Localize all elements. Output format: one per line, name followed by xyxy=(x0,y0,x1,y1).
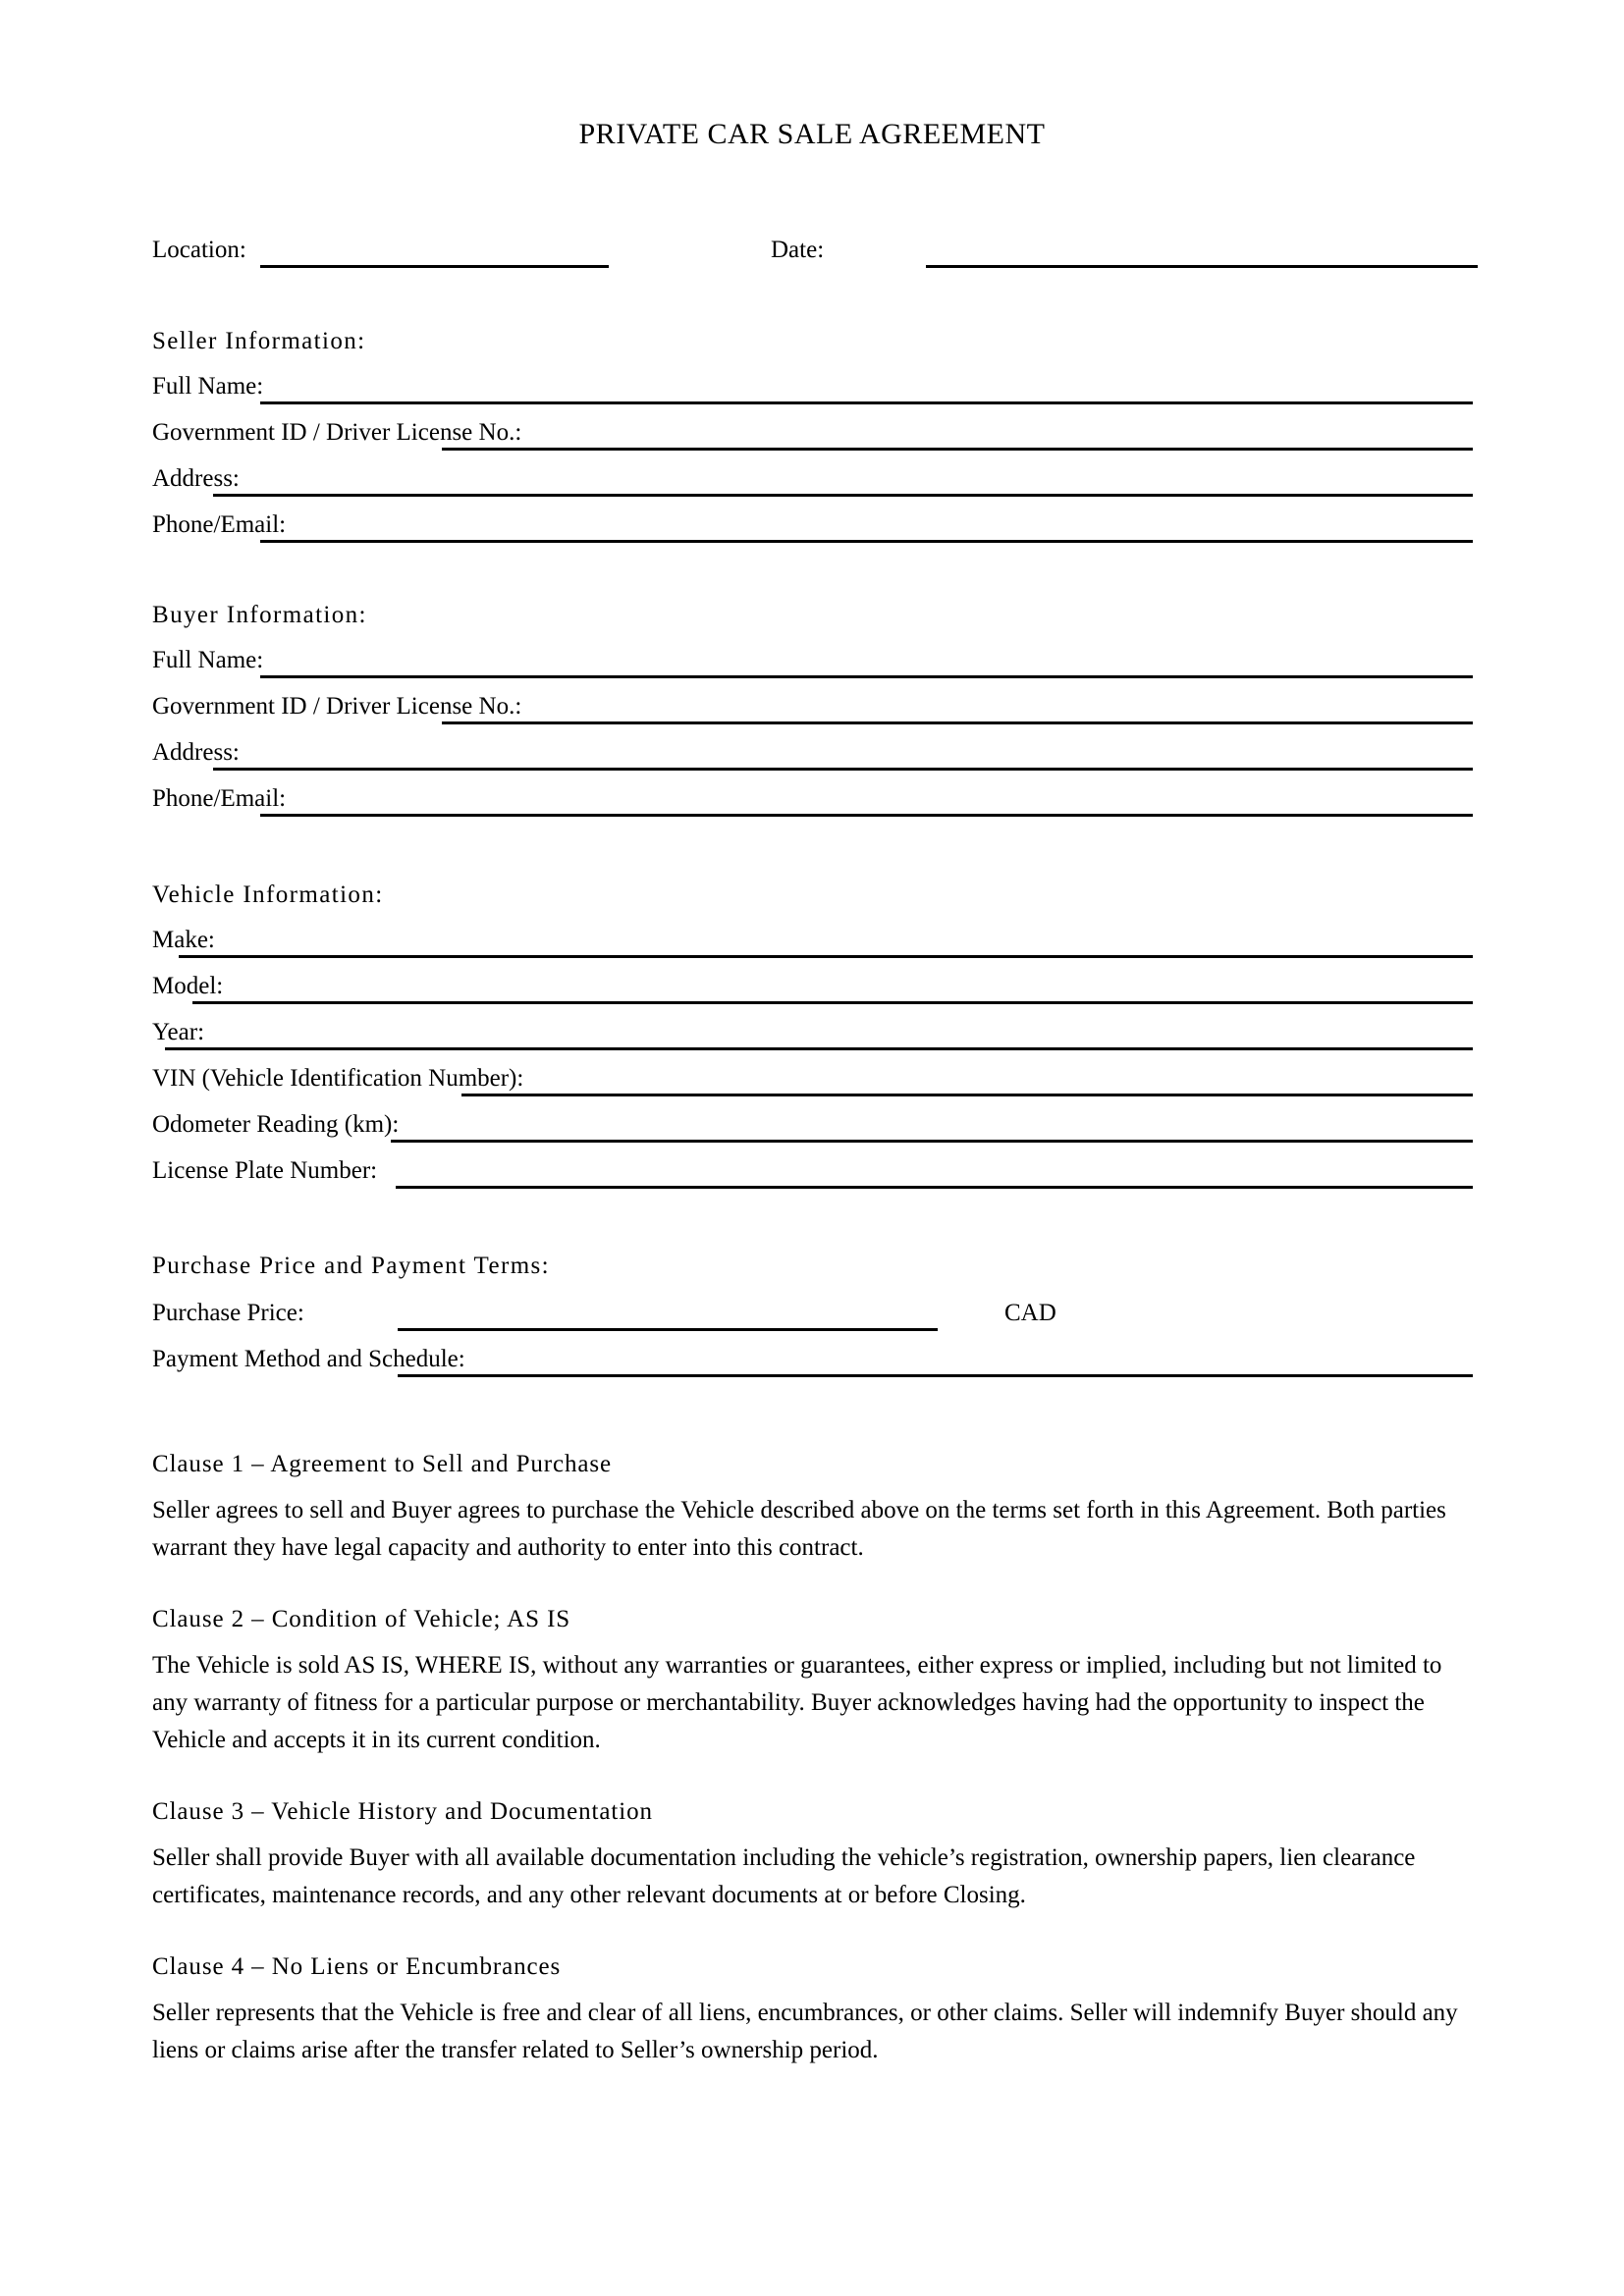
seller-phone-email-label: Phone/Email: xyxy=(152,511,287,538)
seller-gov-id-input-line[interactable] xyxy=(442,448,1473,451)
vehicle-odometer-input-line[interactable] xyxy=(391,1140,1473,1143)
vehicle-license-plate-label: License Plate Number: xyxy=(152,1157,378,1184)
payment-method-row xyxy=(152,1340,1473,1379)
clause-3-heading: Clause 3 – Vehicle History and Documentation xyxy=(152,1798,653,1825)
currency-label: CAD xyxy=(1004,1300,1056,1326)
clause-3-body: Seller shall provide Buyer with all available documentation including the vehicle’s registration, ownership papers, lien clearance certificates, maintenance records, and any other relevant documents at or before Closing. xyxy=(152,1844,1416,1908)
vehicle-make-input-line[interactable] xyxy=(179,955,1473,958)
vehicle-odometer-label: Odometer Reading (km): xyxy=(152,1111,400,1138)
clause-1-heading: Clause 1 – Agreement to Sell and Purchase xyxy=(152,1451,613,1477)
vehicle-model-row xyxy=(152,967,1473,1006)
payment-method-input-line[interactable] xyxy=(398,1374,1473,1377)
date-label: Date: xyxy=(771,237,825,263)
seller-address-label: Address: xyxy=(152,465,240,492)
location-field-row xyxy=(152,231,643,270)
seller-gov-id-row xyxy=(152,413,1473,453)
purchase-price-label: Purchase Price: xyxy=(152,1300,304,1326)
vehicle-year-label: Year: xyxy=(152,1019,205,1045)
buyer-gov-id-row xyxy=(152,687,1473,726)
location-input-line[interactable] xyxy=(260,265,609,268)
vehicle-information-heading: Vehicle Information: xyxy=(152,881,384,908)
vehicle-year-row xyxy=(152,1013,1473,1052)
seller-address-input-line[interactable] xyxy=(213,494,1473,497)
buyer-full-name-row xyxy=(152,641,1473,680)
seller-phone-email-row xyxy=(152,506,1473,545)
seller-full-name-row xyxy=(152,367,1473,406)
payment-method-label: Payment Method and Schedule: xyxy=(152,1346,465,1372)
seller-phone-email-input-line[interactable] xyxy=(260,540,1473,543)
location-label: Location: xyxy=(152,237,246,263)
buyer-address-row xyxy=(152,733,1473,773)
vehicle-vin-row xyxy=(152,1059,1473,1098)
clause-2-body: The Vehicle is sold AS IS, WHERE IS, without any warranties or guarantees, either express or implied, including but not limited to any warranty of fitness for a particular purpose or merchantability. Buyer acknowledges having had the opportunity to inspect the Vehicle and accepts it in its current condition. xyxy=(152,1652,1442,1753)
date-field-row xyxy=(771,231,1478,270)
clause-4-heading: Clause 4 – No Liens or Encumbrances xyxy=(152,1953,562,1980)
date-input-line[interactable] xyxy=(926,265,1478,268)
buyer-gov-id-label: Government ID / Driver License No.: xyxy=(152,693,522,720)
vehicle-vin-label: VIN (Vehicle Identification Number): xyxy=(152,1065,524,1092)
purchase-price-input-line[interactable] xyxy=(398,1328,938,1331)
buyer-address-input-line[interactable] xyxy=(213,768,1473,771)
buyer-gov-id-input-line[interactable] xyxy=(442,721,1473,724)
vehicle-model-input-line[interactable] xyxy=(192,1001,1473,1004)
seller-full-name-input-line[interactable] xyxy=(260,401,1473,404)
vehicle-make-row xyxy=(152,921,1473,960)
seller-full-name-label: Full Name: xyxy=(152,373,264,400)
buyer-phone-email-input-line[interactable] xyxy=(260,814,1473,817)
seller-gov-id-label: Government ID / Driver License No.: xyxy=(152,419,522,446)
vehicle-make-label: Make: xyxy=(152,927,215,953)
seller-address-row xyxy=(152,459,1473,499)
clause-1-body: Seller agrees to sell and Buyer agrees to purchase the Vehicle described above on the terms set forth in this Agreement. Both parties warrant they have legal capacity and authority to enter into this contract. xyxy=(152,1497,1446,1561)
vehicle-license-plate-input-line[interactable] xyxy=(396,1186,1473,1189)
seller-information-heading: Seller Information: xyxy=(152,328,366,354)
buyer-phone-email-label: Phone/Email: xyxy=(152,785,287,812)
buyer-full-name-input-line[interactable] xyxy=(260,675,1473,678)
buyer-phone-email-row xyxy=(152,779,1473,819)
vehicle-license-plate-row xyxy=(152,1151,1473,1191)
clause-4-body: Seller represents that the Vehicle is free and clear of all liens, encumbrances, or other claims. Seller will indemnify Buyer should any liens or claims arise after the transfer related to Seller’s ownership period. xyxy=(152,2000,1458,2063)
buyer-full-name-label: Full Name: xyxy=(152,647,264,673)
clause-2-heading: Clause 2 – Condition of Vehicle; AS IS xyxy=(152,1606,571,1632)
vehicle-vin-input-line[interactable] xyxy=(461,1094,1473,1096)
purchase-price-heading: Purchase Price and Payment Terms: xyxy=(152,1253,551,1279)
buyer-address-label: Address: xyxy=(152,739,240,766)
purchase-price-row xyxy=(152,1294,938,1333)
page-title: PRIVATE CAR SALE AGREEMENT xyxy=(578,118,1046,150)
vehicle-year-input-line[interactable] xyxy=(165,1047,1473,1050)
vehicle-odometer-row xyxy=(152,1105,1473,1145)
buyer-information-heading: Buyer Information: xyxy=(152,602,367,628)
vehicle-model-label: Model: xyxy=(152,973,224,999)
